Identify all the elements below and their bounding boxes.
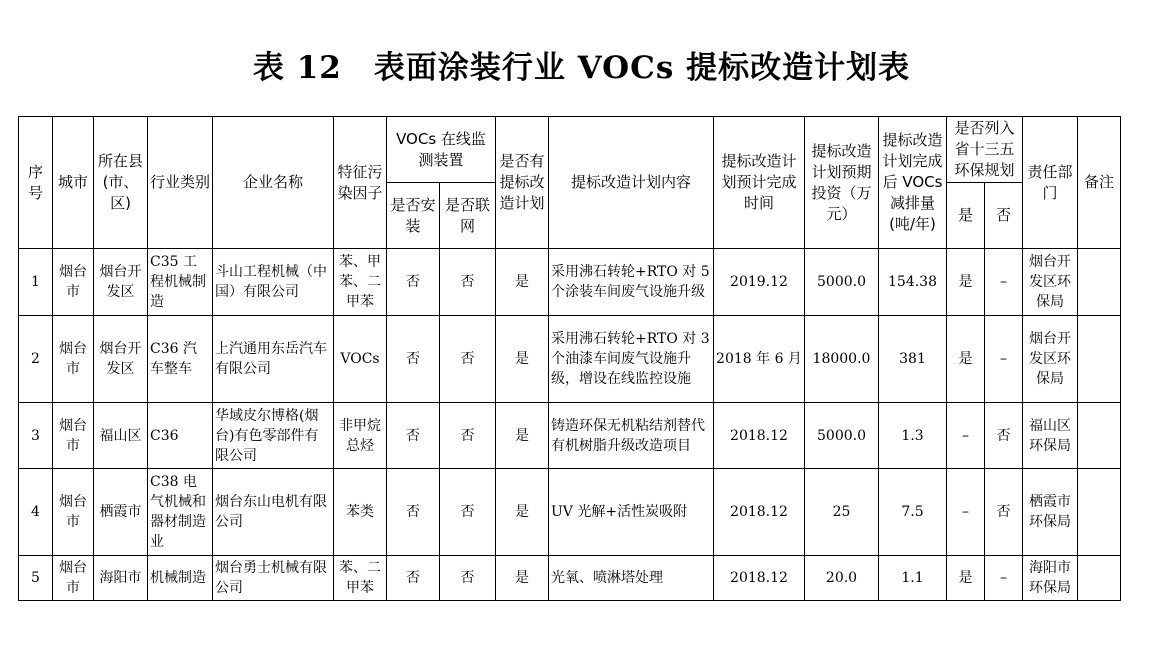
cell-finish-time: 2019.12 [714, 249, 805, 316]
header-pollutant: 特征污染因子 [334, 117, 387, 249]
cell-finish-time: 2018.12 [714, 403, 805, 469]
cell-county: 烟台开发区 [94, 316, 148, 403]
header-has-plan: 是否有提标改造计划 [496, 117, 549, 249]
table-row [19, 249, 1121, 316]
cell-finish-time: 2018.12 [714, 556, 805, 601]
cell-finish-time: 2018.12 [714, 469, 805, 556]
cell-city: 烟台市 [53, 249, 94, 316]
cell-company: 斗山工程机械（中国）有限公司 [213, 249, 334, 316]
cell-plan-content: 铸造环保无机粘结剂替代有机树脂升级改造项目 [549, 403, 714, 469]
cell-investment: 25 [805, 469, 879, 556]
cell-company: 烟台勇士机械有限公司 [213, 556, 334, 601]
cell-included-yes: 是 [947, 316, 985, 403]
cell-industry: C36 [148, 403, 213, 469]
cell-county: 烟台开发区 [94, 249, 148, 316]
document-title: 表 12 表面涂装行业 VOCs 提标改造计划表 [252, 50, 911, 86]
header-row-main [19, 117, 1121, 183]
cell-installed: 否 [387, 316, 440, 403]
cell-has-plan: 是 [496, 556, 549, 601]
cell-remark [1078, 469, 1121, 556]
cell-remark [1078, 316, 1121, 403]
cell-reduction: 154.38 [879, 249, 947, 316]
header-remark: 备注 [1078, 117, 1121, 249]
cell-county: 海阳市 [94, 556, 148, 601]
cell-seq: 1 [19, 249, 53, 316]
header-city: 城市 [53, 117, 94, 249]
cell-plan-content: UV 光解+活性炭吸附 [549, 469, 714, 556]
cell-seq: 3 [19, 403, 53, 469]
cell-installed: 否 [387, 469, 440, 556]
cell-has-plan: 是 [496, 249, 549, 316]
cell-county: 栖霞市 [94, 469, 148, 556]
header-included-no: 否 [985, 183, 1023, 249]
cell-pollutant: 苯、甲苯、二甲苯 [334, 249, 387, 316]
cell-investment: 5000.0 [805, 249, 879, 316]
cell-investment: 5000.0 [805, 403, 879, 469]
cell-industry: C38 电气机械和器材制造业 [148, 469, 213, 556]
table-row [19, 556, 1121, 601]
cell-pollutant: 非甲烷总烃 [334, 403, 387, 469]
header-networked: 是否联网 [440, 183, 496, 249]
header-seq: 序号 [19, 117, 53, 249]
cell-reduction: 7.5 [879, 469, 947, 556]
header-monitor: VOCs 在线监测装置 [387, 117, 496, 183]
cell-company: 华域皮尔博格(烟台)有色零部件有限公司 [213, 403, 334, 469]
cell-seq: 5 [19, 556, 53, 601]
cell-reduction: 1.3 [879, 403, 947, 469]
cell-company: 烟台东山电机有限公司 [213, 469, 334, 556]
cell-networked: 否 [440, 249, 496, 316]
cell-installed: 否 [387, 249, 440, 316]
cell-dept: 福山区环保局 [1023, 403, 1078, 469]
cell-pollutant: 苯、二甲苯 [334, 556, 387, 601]
cell-dept: 栖霞市环保局 [1023, 469, 1078, 556]
cell-included-yes: – [947, 403, 985, 469]
cell-included-no: 否 [985, 403, 1023, 469]
cell-networked: 否 [440, 469, 496, 556]
voc-upgrade-plan-table [18, 116, 1121, 601]
cell-company: 上汽通用东岳汽车有限公司 [213, 316, 334, 403]
cell-dept: 海阳市环保局 [1023, 556, 1078, 601]
cell-included-yes: 是 [947, 249, 985, 316]
cell-industry: 机械制造 [148, 556, 213, 601]
header-plan-content: 提标改造计划内容 [549, 117, 714, 249]
cell-seq: 4 [19, 469, 53, 556]
header-included-yes: 是 [947, 183, 985, 249]
cell-plan-content: 采用沸石转轮+RTO 对 5 个涂装车间废气设施升级 [549, 249, 714, 316]
cell-installed: 否 [387, 403, 440, 469]
header-dept: 责任部门 [1023, 117, 1078, 249]
cell-remark [1078, 556, 1121, 601]
cell-reduction: 381 [879, 316, 947, 403]
cell-city: 烟台市 [53, 469, 94, 556]
table-row [19, 469, 1121, 556]
cell-plan-content: 采用沸石转轮+RTO 对 3 个油漆车间废气设施升级，增设在线监控设施 [549, 316, 714, 403]
header-industry: 行业类别 [148, 117, 213, 249]
cell-included-no: – [985, 249, 1023, 316]
cell-city: 烟台市 [53, 556, 94, 601]
cell-has-plan: 是 [496, 316, 549, 403]
cell-industry: C36 汽车整车 [148, 316, 213, 403]
cell-city: 烟台市 [53, 316, 94, 403]
cell-seq: 2 [19, 316, 53, 403]
table-row [19, 403, 1121, 469]
cell-networked: 否 [440, 316, 496, 403]
cell-reduction: 1.1 [879, 556, 947, 601]
cell-included-no: – [985, 556, 1023, 601]
cell-remark [1078, 403, 1121, 469]
header-reduction: 提标改造计划完成后 VOCs 减排量(吨/年) [879, 117, 947, 249]
cell-industry: C35 工程机械制造 [148, 249, 213, 316]
cell-investment: 20.0 [805, 556, 879, 601]
cell-included-yes: – [947, 469, 985, 556]
header-installed: 是否安装 [387, 183, 440, 249]
cell-included-yes: 是 [947, 556, 985, 601]
cell-county: 福山区 [94, 403, 148, 469]
cell-included-no: 否 [985, 469, 1023, 556]
cell-networked: 否 [440, 403, 496, 469]
header-company: 企业名称 [213, 117, 334, 249]
cell-plan-content: 光氧、喷淋塔处理 [549, 556, 714, 601]
cell-included-no: – [985, 316, 1023, 403]
cell-remark [1078, 249, 1121, 316]
header-investment: 提标改造计划预期投资（万元） [805, 117, 879, 249]
header-finish-time: 提标改造计划预计完成时间 [714, 117, 805, 249]
table-body [19, 249, 1121, 601]
cell-dept: 烟台开发区环保局 [1023, 316, 1078, 403]
header-county: 所在县(市、区) [94, 117, 148, 249]
cell-installed: 否 [387, 556, 440, 601]
cell-city: 烟台市 [53, 403, 94, 469]
table-row [19, 316, 1121, 403]
cell-finish-time: 2018 年 6 月 [714, 316, 805, 403]
cell-pollutant: VOCs [334, 316, 387, 403]
header-included-plan: 是否列入省十三五环保规划 [947, 117, 1023, 183]
cell-has-plan: 是 [496, 469, 549, 556]
cell-pollutant: 苯类 [334, 469, 387, 556]
cell-has-plan: 是 [496, 403, 549, 469]
cell-networked: 否 [440, 556, 496, 601]
cell-dept: 烟台开发区环保局 [1023, 249, 1078, 316]
cell-investment: 18000.0 [805, 316, 879, 403]
